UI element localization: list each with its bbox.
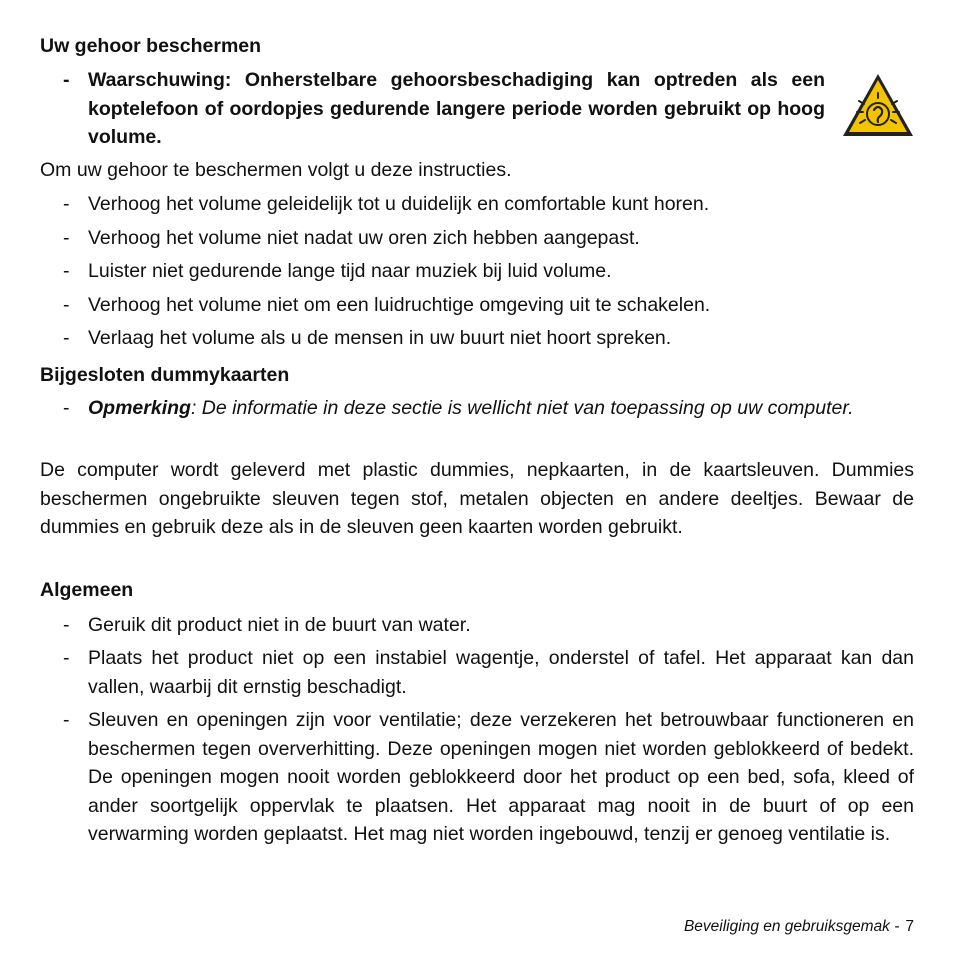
warning-text: Waarschuwing: Onherstelbare gehoorsbeschadiging kan optreden als een koptelefoon of oordopjes gedurende langere periode worden gebruikt op hoog volume.: [88, 69, 825, 148]
note-item: - Opmerking: De informatie in deze sectie is wellicht niet van toepassing op uw computer.: [40, 394, 914, 423]
list-item: - Geruik dit product niet in de buurt van water.: [63, 614, 471, 636]
list-item: - Verhoog het volume niet om een luidruchtige omgeving uit te schakelen.: [63, 294, 711, 316]
page-footer: [684, 918, 914, 936]
list-item: - Plaats het product niet op een instabiel wagentje, onderstel of tafel. Het apparaat kan dan vallen, waarbij dit ernstig beschadigt.: [63, 647, 914, 698]
note-label: Opmerking: [88, 397, 191, 419]
hearing-damage-warning-icon: [841, 72, 915, 138]
list-item: - Luister niet gedurende lange tijd naar muziek bij luid volume.: [63, 260, 612, 282]
warning-dash: -: [63, 69, 70, 91]
list-item: - Verlaag het volume als u de mensen in uw buurt niet hoort spreken.: [63, 327, 672, 349]
page-number: 7: [905, 918, 914, 935]
list-item: - Sleuven en openingen zijn voor ventilatie; deze verzekeren het betrouwbaar functioneren en beschermen tegen oververhitting. Deze openingen mogen niet worden geblokkeerd of bedekt. De openingen mogen nooit worden geblokkeerd door het product op een bed, sofa, kleed of ander soortgelijk oppervlak te plaatsen. Het apparaat mag nooit in de buurt of op een verwarming worden geplaatst. Het mag niet worden ingebouwd, tenzij er genoeg ventilatie is.: [63, 709, 914, 845]
section-heading-general: Algemeen: [40, 579, 134, 601]
dummycards-paragraph: De computer wordt geleverd met plastic dummies, nepkaarten, in de kaartsleuven. Dummies beschermen ongebruikte sleuven tegen stof, metalen objecten en andere deeltjes. Bewaar de dummies en gebruik deze als in de sleuven geen kaarten worden gebruikt.: [40, 459, 914, 538]
list-item: - Verhoog het volume niet nadat uw oren zich hebben aangepast.: [63, 227, 640, 249]
warning-item: [40, 66, 914, 152]
section-heading-dummycards: Bijgesloten dummykaarten: [40, 364, 290, 386]
hearing-intro: Om uw gehoor te beschermen volgt u deze instructies.: [40, 159, 512, 181]
footer-title: Beveiliging en gebruiksgemak -: [683, 918, 900, 935]
section-heading-hearing: Uw gehoor beschermen: [40, 35, 262, 57]
note-text: Opmerking: De informatie in deze sectie is wellicht niet van toepassing op uw computer.: [88, 397, 854, 419]
list-item: - Verhoog het volume geleidelijk tot u duidelijk en comfortable kunt horen.: [63, 193, 710, 215]
